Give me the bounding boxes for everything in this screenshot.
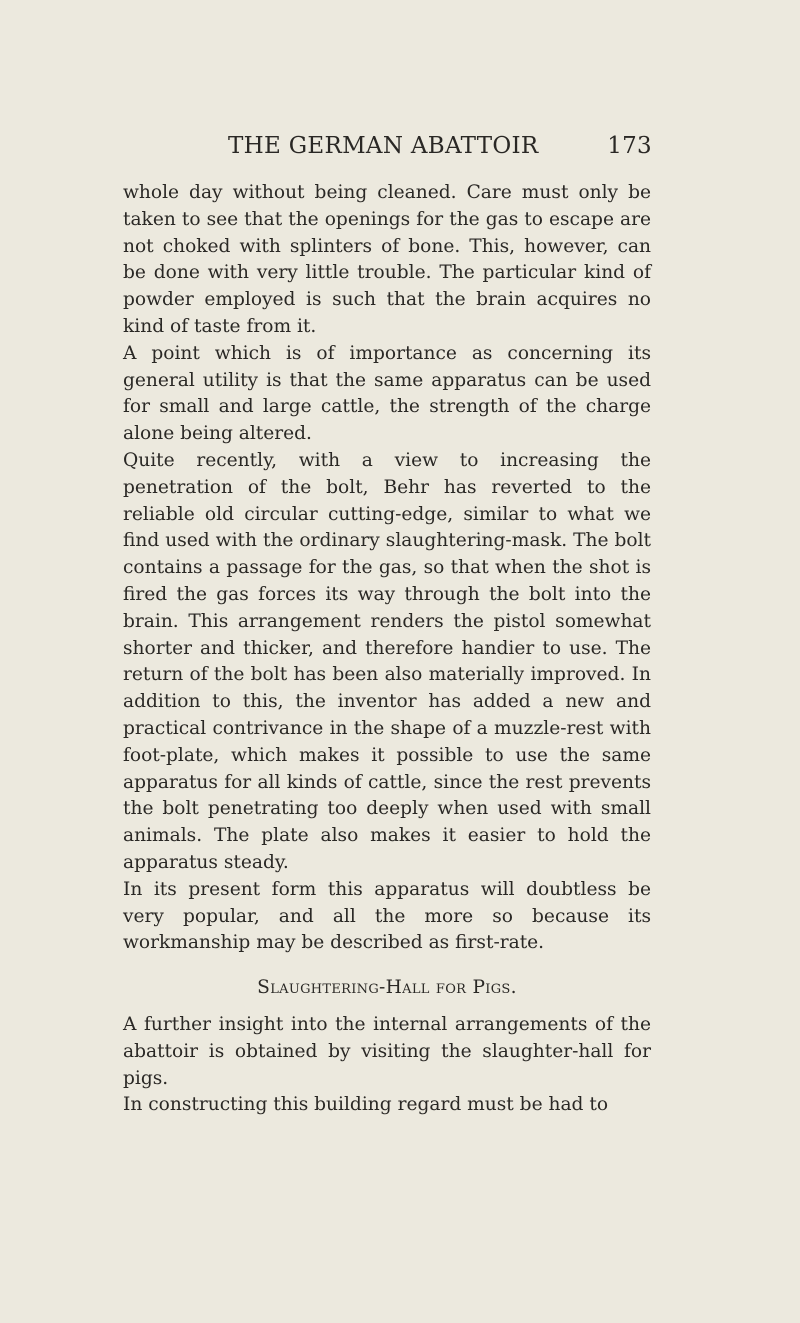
paragraph-1: whole day without being cleaned. Care must only be taken to see that the openings for the gas to escape are not choked with splinters of bone. This, however, can be done with very little trouble. The particular kind of powder employed is such that the brain acquires no kind of taste from it.	[123, 182, 651, 337]
paragraph-6: In constructing this building regard must be had to	[123, 1094, 609, 1116]
running-head	[228, 133, 652, 163]
paragraph-5: A further insight into the internal arrangements of the abattoir is obtained by visiting the slaughter-hall for pigs.	[123, 1013, 651, 1089]
page-number: 173	[607, 133, 652, 159]
body-text	[123, 180, 651, 1119]
section-heading: Slaughtering-Hall for Pigs.	[257, 977, 517, 999]
paragraph-2: A point which is of importance as concerning its general utility is that the same apparatus can be used for small and large cattle, the strength of the charge alone being altered.	[123, 342, 651, 445]
paragraph-3: Quite recently, with a view to increasing the penetration of the bolt, Behr has reverted to the reliable old circular cutting-edge, similar to what we find used with the ordinary slaughtering-mask. The bolt contains a passage for the gas, so that when the shot is fired the gas forces its way through the bolt into the brain. This arrangement renders the pistol somewhat shorter and thicker, and therefore handier to use. The return of the bolt has been also materially improved. In addition to this, the inventor has added a new and practical contrivance in the shape of a muzzle-rest with foot-plate, which makes it possible to use the same apparatus for all kinds of cattle, since the rest prevents the bolt penetrating too deeply when used with small animals. The plate also makes it easier to hold the apparatus steady.	[123, 449, 651, 873]
paragraph-4: In its present form this apparatus will doubtless be very popular, and all the more so because its workmanship may be described as first-rate.	[123, 878, 651, 954]
running-title: THE GERMAN ABATTOIR	[228, 133, 539, 159]
